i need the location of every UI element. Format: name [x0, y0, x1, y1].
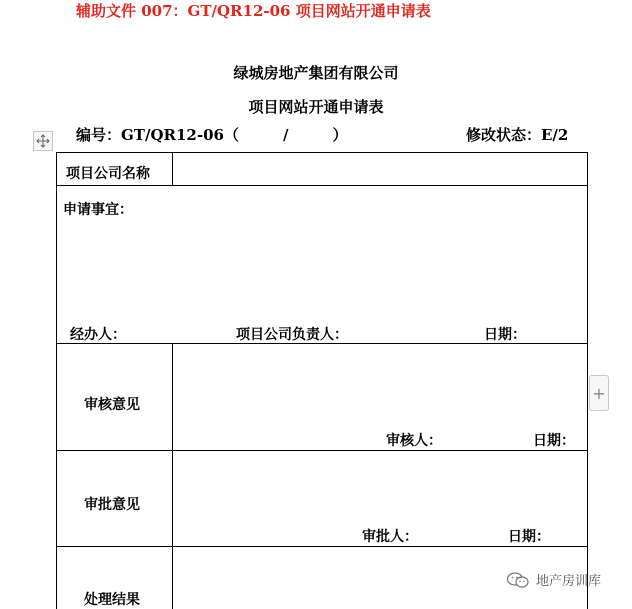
watermark-text: 地产房训库	[536, 574, 602, 589]
application-matter-label: 申请事宜：	[63, 202, 133, 218]
code-label: 编号：GT/QR12-06（	[76, 126, 239, 144]
table-border-right	[587, 152, 588, 609]
code-separator: /	[282, 126, 289, 144]
application-matter-field[interactable]	[60, 220, 584, 316]
form-code	[76, 124, 347, 145]
row-separator	[56, 546, 588, 547]
approval-opinion-field[interactable]	[174, 453, 586, 519]
application-date-label: 日期：	[484, 327, 526, 343]
company-name: 绿城房地产集团有限公司	[233, 64, 399, 82]
column-separator	[172, 152, 173, 185]
table-add-handle[interactable]	[589, 375, 609, 411]
project-company-name-field[interactable]	[174, 154, 586, 184]
handler-label: 经办人：	[70, 327, 126, 343]
row-separator	[56, 185, 588, 186]
move-arrows-icon	[36, 134, 50, 148]
plus-icon: +	[592, 383, 606, 403]
processing-result-label: 处理结果	[84, 592, 140, 608]
review-opinion-field[interactable]	[174, 346, 586, 426]
column-separator	[172, 343, 173, 609]
approval-date-label: 日期：	[508, 529, 550, 545]
watermark	[506, 570, 601, 589]
project-company-name-label: 项目公司名称	[66, 166, 150, 182]
approval-opinion-label: 审批意见	[84, 497, 140, 513]
revision-status: 修改状态：E/2	[466, 126, 569, 144]
table-border-top	[56, 152, 588, 153]
review-date-label: 日期：	[533, 433, 575, 449]
project-manager-label: 项目公司负责人：	[236, 327, 348, 343]
table-move-handle[interactable]	[33, 131, 53, 151]
review-opinion-label: 审核意见	[84, 397, 140, 413]
wechat-logo-icon	[506, 571, 530, 589]
reviewer-label: 审核人：	[386, 433, 442, 449]
table-border-left	[56, 152, 57, 609]
approver-label: 审批人：	[362, 529, 418, 545]
auxiliary-file-title: 辅助文件 007：GT/QR12-06 项目网站开通申请表	[76, 2, 431, 20]
row-separator	[56, 450, 588, 451]
code-close: ）	[332, 126, 348, 144]
form-title: 项目网站开通申请表	[248, 98, 384, 116]
